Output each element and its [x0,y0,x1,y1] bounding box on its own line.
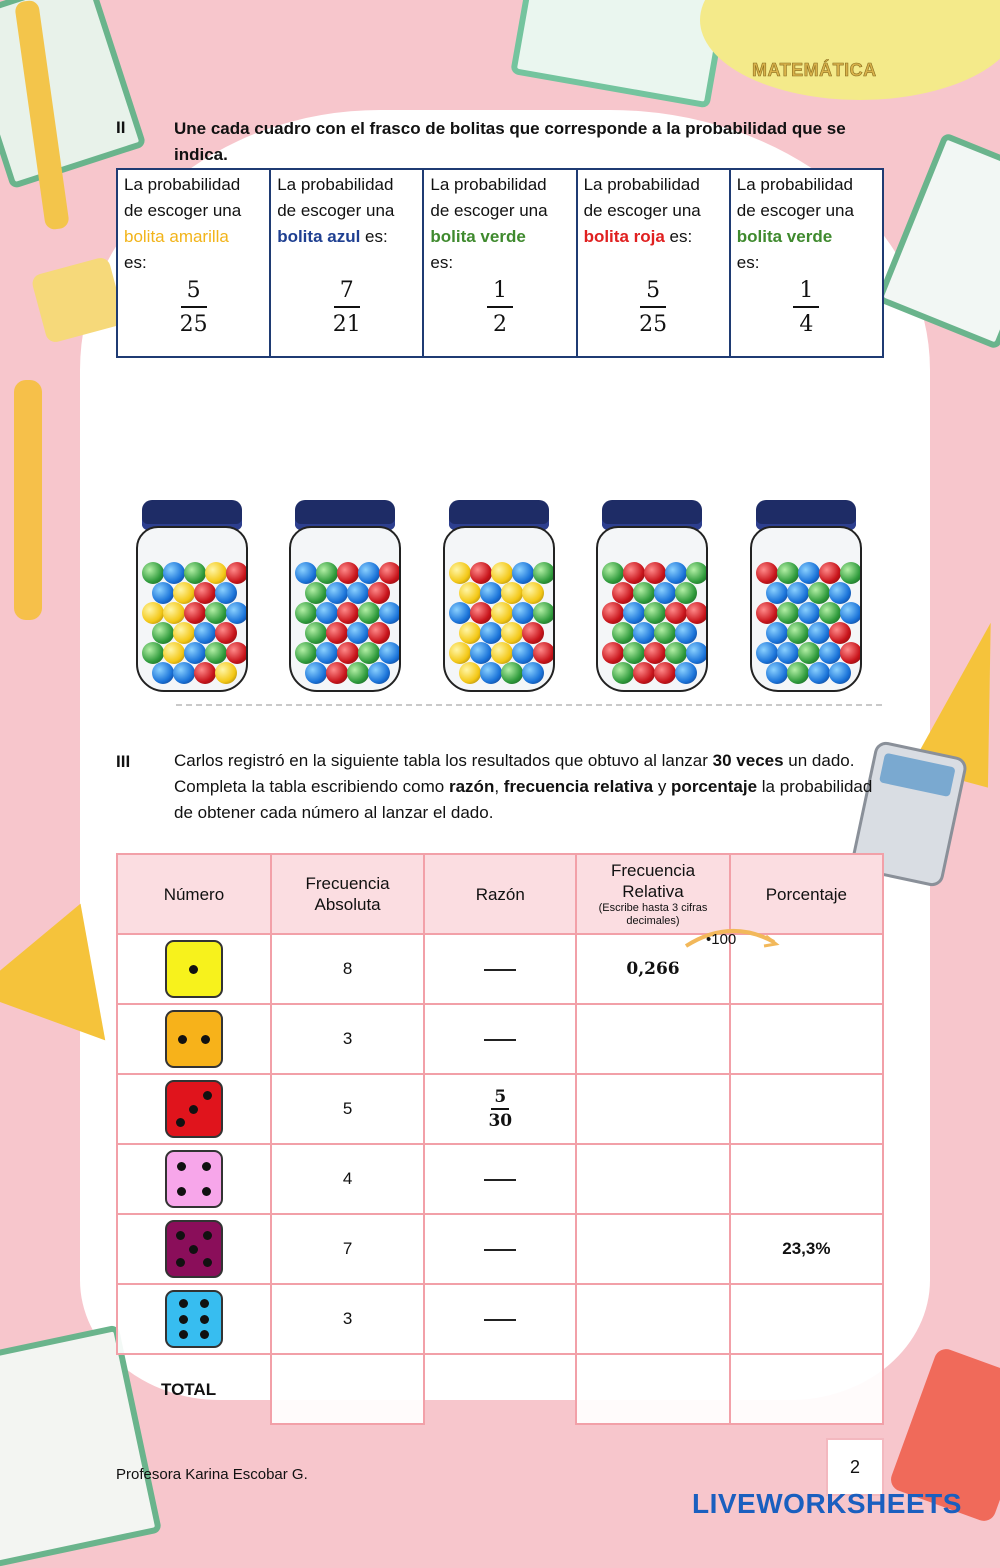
numerator: 5 [640,278,666,308]
porcentaje-cell[interactable] [730,1074,883,1144]
marble [459,662,481,684]
die-pip [200,1315,209,1324]
marble [777,562,799,584]
box-text: es: [664,227,693,246]
die-cell [117,1144,271,1214]
marble [686,642,708,664]
marble [326,662,348,684]
denominator: 25 [179,312,208,337]
denominator: 25 [639,312,668,337]
marble [379,642,401,664]
probability-boxes [116,168,884,358]
die-pip [176,1231,185,1240]
marble [358,562,380,584]
marble [173,622,195,644]
box-text: es: [360,227,388,246]
marble [194,622,216,644]
marble [522,662,544,684]
header-porcentaje: Porcentaje [730,854,883,934]
die-pip [189,1245,198,1254]
marble [316,602,338,624]
die-face-2-icon [165,1010,223,1068]
numerator: 5 [491,1087,509,1110]
probability-fraction [430,278,569,338]
subject-title: MATEMÁTICA [752,60,877,80]
fraction-bar-blank[interactable] [484,1319,516,1321]
marble [612,622,634,644]
marble [337,642,359,664]
section-2-instruction: Une cada cuadro con el frasco de bolitas que corresponde a la probabilidad que se indica. [174,119,846,164]
marble [142,562,164,584]
marble [379,562,401,584]
marble [686,602,708,624]
marble [840,642,862,664]
text: Carlos registró en la siguiente tabla los resultados que obtuvo al lanzar [174,751,713,770]
marble [787,662,809,684]
text-bold: porcentaje [671,777,758,796]
marble [602,562,624,584]
marble [215,582,237,604]
marble [194,582,216,604]
header-note: (Escribe hasta 3 cifras decimales) [598,902,708,927]
marble [533,602,555,624]
box-text: La probabilidad [430,175,547,194]
marble [602,602,624,624]
marble [798,602,820,624]
die-pip [189,965,198,974]
marble [470,562,492,584]
marble [829,622,851,644]
jar-body [443,526,555,692]
marble [756,562,778,584]
liveworksheets-logo: LIVEWORKSHEETS [692,1488,962,1519]
marble [654,582,676,604]
marble [787,622,809,644]
marble [491,642,513,664]
marble [480,622,502,644]
relativa-cell[interactable] [576,1144,729,1214]
absoluta-cell: 3 [271,1284,424,1354]
marble [295,642,317,664]
marble [305,662,327,684]
marble [644,602,666,624]
relativa-cell[interactable] [576,1214,729,1284]
marble [777,602,799,624]
die-face-6-icon [165,1290,223,1348]
marble [480,582,502,604]
section-2-number: II [116,118,126,137]
divider [176,704,882,706]
box-text: es: [124,253,147,272]
marble [756,602,778,624]
marble [173,582,195,604]
marble [295,602,317,624]
total-label: TOTAL [161,1379,217,1399]
marble [184,602,206,624]
die-pip [176,1258,185,1267]
numerator: 1 [793,278,819,308]
clipboard-decoration-icon [510,0,732,109]
marble [623,602,645,624]
razon-cell[interactable] [424,1074,576,1144]
text-bold: frecuencia relativa [503,777,654,796]
die-cell [117,1284,271,1354]
marble [326,582,348,604]
marble [798,562,820,584]
die-pip [202,1187,211,1196]
probability-fraction [584,278,723,338]
marble [633,662,655,684]
text: un dado. Completa la tabla escribiendo como [174,751,855,796]
color-word: bolita verde [736,227,833,246]
die-cell [117,1004,271,1074]
fraction-bar-blank[interactable] [484,969,516,971]
marble [675,622,697,644]
die-pip [178,1035,187,1044]
marble [512,642,534,664]
marble [798,642,820,664]
marble [142,602,164,624]
marble [215,662,237,684]
text-bold: razón [448,777,495,796]
numerator: 1 [487,278,513,308]
box-text: de escoger una [430,201,548,220]
marble [675,582,697,604]
razon-cell[interactable] [424,934,576,1004]
marble [459,582,481,604]
box-text: de escoger una [736,201,854,220]
jar-body [750,526,862,692]
marble [295,562,317,584]
marble [459,622,481,644]
marble [205,562,227,584]
die-pip [203,1091,212,1100]
marble [470,602,492,624]
marble [347,622,369,644]
marble [491,602,513,624]
razon-cell[interactable] [424,1214,576,1284]
marble [766,622,788,644]
probability-box-yellow[interactable] [117,169,270,357]
absoluta-cell: 5 [271,1074,424,1144]
marble [194,662,216,684]
die-pip [177,1162,186,1171]
probability-box-green[interactable] [423,169,576,357]
marble [633,582,655,604]
sun-decoration-icon [700,0,1000,100]
box-text: es: [736,253,760,272]
die-face-5-icon [165,1220,223,1278]
absoluta-cell: 3 [271,1004,424,1074]
marble [602,642,624,664]
marble [644,562,666,584]
marble-jar-3[interactable] [443,500,555,692]
absoluta-cell: 7 [271,1214,424,1284]
relativa-cell[interactable] [576,1284,729,1354]
marble [316,642,338,664]
die-pip [179,1330,188,1339]
marble [512,562,534,584]
marble-jar-1[interactable] [136,500,248,692]
probability-fraction [737,278,876,338]
marble [226,602,248,624]
multiplier-note: •100 [706,931,737,948]
box-text: es: [430,253,454,272]
marble [470,642,492,664]
jar-body [596,526,708,692]
marble [623,562,645,584]
die-pip [179,1299,188,1308]
marble [501,582,523,604]
probability-box-red[interactable] [577,169,730,357]
marble [808,582,830,604]
marble [379,602,401,624]
marble [777,642,799,664]
marble [819,562,841,584]
marble [449,642,471,664]
razon-fraction [488,1087,512,1132]
marble [829,662,851,684]
marble [226,642,248,664]
box-text: La probabilidad [277,175,394,194]
probability-fraction [124,278,263,338]
die-cell [117,934,271,1004]
text: y [653,777,672,796]
marble [612,662,634,684]
marble [205,602,227,624]
marble [756,642,778,664]
header-frecuencia-relativa [576,854,729,934]
die-pip [177,1187,186,1196]
fraction-bar-blank[interactable] [484,1179,516,1181]
jar-body [289,526,401,692]
marble [163,642,185,664]
marble [623,642,645,664]
die-cell [117,1214,271,1284]
razon-cell[interactable] [424,1144,576,1214]
marble-jar-5[interactable] [750,500,862,692]
box-text: La probabilidad [124,175,241,194]
author-footer: Profesora Karina Escobar G. [116,1466,308,1483]
marble [368,622,390,644]
razon-cell[interactable] [424,1284,576,1354]
marble [337,562,359,584]
die-pip [189,1105,198,1114]
marble [152,582,174,604]
table-row [117,1144,883,1214]
probability-box-green-2[interactable] [730,169,883,357]
porcentaje-cell[interactable] [730,1284,883,1354]
die-pip [202,1162,211,1171]
absoluta-cell: 4 [271,1144,424,1214]
fraction-bar-blank[interactable] [484,1249,516,1251]
die-face-4-icon [165,1150,223,1208]
color-word: bolita azul [277,227,361,246]
marble [491,562,513,584]
marble [787,582,809,604]
marble [449,562,471,584]
marble [501,622,523,644]
marble [368,662,390,684]
fraction-bar-blank[interactable] [484,1039,516,1041]
text: la probabilidad de obtener cada número al lanzar el dado. [174,777,873,822]
marble [665,602,687,624]
marble [819,642,841,664]
die-pip [203,1258,212,1267]
marble [840,602,862,624]
table-row [117,1284,883,1354]
die-face-1-icon [165,940,223,998]
marble [152,622,174,644]
marble [808,662,830,684]
marble [633,622,655,644]
marble [184,642,206,664]
marble [522,582,544,604]
marble [480,662,502,684]
marble-jar-4[interactable] [596,500,708,692]
marble [665,562,687,584]
header-frecuencia-absoluta: Frecuencia Absoluta [271,854,424,934]
marble [819,602,841,624]
text: , [494,777,504,796]
marble [163,562,185,584]
die-cell [117,1074,271,1144]
die-face-3-icon [165,1080,223,1138]
total-relativa-cell[interactable] [576,1354,729,1424]
porcentaje-cell[interactable] [730,1004,883,1074]
marble [829,582,851,604]
die-pip [176,1118,185,1127]
marble [173,662,195,684]
probability-box-blue[interactable] [270,169,423,357]
color-word: bolita amarilla [124,227,229,246]
denominator: 21 [332,312,361,337]
table-row [117,1214,883,1284]
marble [654,622,676,644]
marble [305,582,327,604]
header-razon: Razón [424,854,576,934]
total-porcentaje-cell[interactable] [730,1354,883,1424]
header-numero: Número [117,854,271,934]
marble [533,562,555,584]
marble [644,642,666,664]
marble [215,622,237,644]
section-3-number: III [116,752,131,771]
box-text: de escoger una [124,201,242,220]
marble [184,562,206,584]
color-word: bolita roja [583,227,665,246]
marble [358,642,380,664]
numerator: 7 [334,278,360,308]
marble [358,602,380,624]
porcentaje-cell[interactable]: 23,3% [730,1214,883,1284]
marble [316,562,338,584]
box-text: de escoger una [277,201,395,220]
die-pip [179,1315,188,1324]
denominator: 2 [492,312,507,337]
table-row [117,1074,883,1144]
razon-cell[interactable] [424,1004,576,1074]
box-text: La probabilidad [736,175,854,194]
marble [142,642,164,664]
marble [205,642,227,664]
die-pip [200,1299,209,1308]
marble [347,582,369,604]
marble-jar-2[interactable] [289,500,401,692]
total-absoluta-cell[interactable] [271,1354,424,1424]
marble [808,622,830,644]
marble [347,662,369,684]
relativa-value: 0,266 [626,959,680,979]
jar-body [136,526,248,692]
denominator: 30 [488,1110,513,1131]
marble [766,662,788,684]
relativa-cell[interactable] [576,1004,729,1074]
probability-fraction [277,278,416,338]
marble [766,582,788,604]
header-label: Frecuencia Relativa [610,861,696,901]
total-razon-cell[interactable] [424,1354,576,1424]
die-pip [201,1035,210,1044]
page-number: 2 [826,1438,884,1496]
marble [449,602,471,624]
box-text: de escoger una [583,201,701,220]
absoluta-cell: 8 [271,934,424,1004]
marble [675,662,697,684]
pen-decoration-icon [14,380,42,620]
marble [840,562,862,584]
marble [163,602,185,624]
die-pip [200,1330,209,1339]
box-text: La probabilidad [583,175,700,194]
porcentaje-cell[interactable] [730,1144,883,1214]
table-row [117,1004,883,1074]
marble [226,562,248,584]
marble [152,662,174,684]
marble [305,622,327,644]
text-bold: 30 veces [712,751,784,770]
section-3-instruction [174,748,874,826]
marble [533,642,555,664]
marble [337,602,359,624]
die-pip [203,1231,212,1240]
marble [522,622,544,644]
marble [654,662,676,684]
marble [368,582,390,604]
marble [512,602,534,624]
denominator: 4 [799,312,814,337]
relativa-cell[interactable] [576,1074,729,1144]
marble [686,562,708,584]
marble [326,622,348,644]
marble [501,662,523,684]
color-word: bolita verde [430,227,526,246]
marble [612,582,634,604]
marble [665,642,687,664]
numerator: 5 [181,278,207,308]
